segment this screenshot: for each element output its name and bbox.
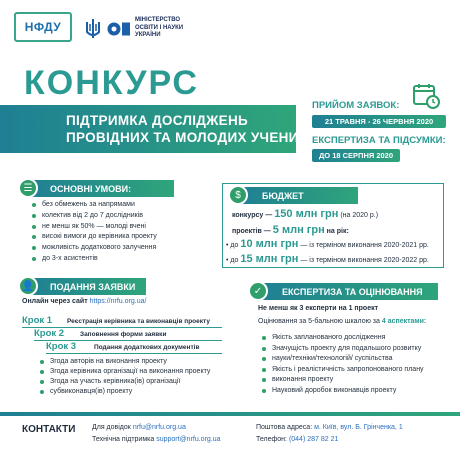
list-item: можливість додаткового залучення xyxy=(32,243,157,254)
list-icon: ☰ xyxy=(18,178,38,198)
accept-label: ПРИЙОМ ЗАЯВОК: xyxy=(312,100,400,111)
list-item: Якість і реалістичність запропонованого плану xyxy=(262,365,452,376)
list-item: субвиконавця(ів) проекту xyxy=(40,387,230,397)
expertise-header: ЕКСПЕРТИЗА ТА ОЦІНЮВАННЯ xyxy=(258,283,438,300)
phone-contact: Телефон: (044) 287 82 21 xyxy=(256,436,339,443)
budget-header: БЮДЖЕТ xyxy=(238,187,358,204)
application-header: ПОДАННЯ ЗАЯВКИ xyxy=(26,278,146,295)
expertise-criteria-list xyxy=(262,333,452,396)
scoring-rule: Оцінювання за 5-бальною шкалою за 4 аспектами: xyxy=(258,318,427,325)
banner-text: ПІДТРИМКА ДОСЛІДЖЕНЬ ПРОВІДНИХ ТА МОЛОДИХ УЧЕНИХ xyxy=(66,113,308,145)
step-3-label: Крок 3 xyxy=(46,341,77,352)
step-2-desc: Заповнення форми заявки xyxy=(80,331,167,338)
budget-contest: конкурсу — 150 млн грн (на 2020 р.) xyxy=(232,208,379,220)
list-item: Науковий доробок виконавців проекту xyxy=(262,386,452,397)
support-email-link[interactable]: support@nrfu.org.ua xyxy=(156,436,221,443)
accept-dates: 21 ТРАВНЯ - 26 ЧЕРВНЯ 2020 xyxy=(312,115,446,128)
conditions-header: ОСНОВНІ УМОВИ: xyxy=(26,180,174,197)
list-item: науки/техніки/технологій/ суспільства xyxy=(262,354,452,365)
reference-email-link[interactable]: nrfu@nrfu.org.ua xyxy=(132,424,186,431)
list-item: колектив від 2 до 7 дослідників xyxy=(32,211,157,222)
step-2-label: Крок 2 xyxy=(34,328,65,339)
calendar-icon xyxy=(412,82,440,110)
list-item: Якість запланованого дослідження xyxy=(262,333,452,344)
budget-line-1: • до 10 млн грн — із терміном виконання 2020-2021 рр. xyxy=(226,238,429,250)
list-item: не менш як 50% — молоді вчені xyxy=(32,222,157,233)
step-3-desc: Подання додаткових документів xyxy=(94,344,200,351)
expertise-label: ЕКСПЕРТИЗА ТА ПІДСУМКИ: xyxy=(312,135,446,146)
step-divider xyxy=(46,353,222,354)
application-docs-list xyxy=(40,357,230,397)
step-1-label: Крок 1 xyxy=(22,315,53,326)
trident-icon xyxy=(85,18,101,40)
step-1-desc: Реєстрація керівника та виконавців проекту xyxy=(67,318,210,325)
reference-contact: Для довідок nrfu@nrfu.org.ua xyxy=(92,424,186,431)
online-submission: Онлайн через сайт https://nrfu.org.ua/ xyxy=(22,298,147,305)
list-item: високі вимоги до керівника проекту xyxy=(32,232,157,243)
conditions-list xyxy=(32,200,157,265)
list-item: Значущість проекту для подальшого розвитку xyxy=(262,344,452,355)
ministry-name: МІНІСТЕРСТВО ОСВІТИ І НАУКИ УКРАЇНИ xyxy=(135,17,184,38)
checklist-icon: ✓ xyxy=(248,281,268,301)
site-link[interactable]: https://nrfu.org.ua/ xyxy=(89,298,147,305)
contacts-title: КОНТАКТИ xyxy=(22,424,76,435)
support-contact: Технічна підтримка support@nrfu.org.ua xyxy=(92,436,221,443)
nfdu-logo: НФДУ xyxy=(14,12,72,42)
list-item: без обмежень за напрямами xyxy=(32,200,157,211)
list-item: Згода на участь керівника(ів) організації xyxy=(40,377,230,387)
person-icon: 👤 xyxy=(18,276,38,296)
list-item: Згода керівника організації на виконання проекту xyxy=(40,367,230,377)
expertise-dates: ДО 18 СЕРПНЯ 2020 xyxy=(312,149,400,162)
postal-address: Поштова адреса: м. Київ, вул. Б. Грінченка, 1 xyxy=(256,424,403,431)
footer-divider xyxy=(0,412,460,416)
list-item: Згода авторів на виконання проекту xyxy=(40,357,230,367)
page-title: КОНКУРС xyxy=(24,64,199,102)
money-icon: $ xyxy=(228,185,248,205)
experts-count: Не менш як 3 експерти на 1 проект xyxy=(258,305,379,312)
list-item: до 3-х асистентів xyxy=(32,254,157,265)
budget-line-2: • до 15 млн грн — із терміном виконання 2020-2022 рр. xyxy=(226,253,429,265)
list-item: виконання проекту xyxy=(262,375,452,386)
ministry-logo-icon xyxy=(107,18,131,40)
budget-project: проектів — 5 млн грн на рік: xyxy=(232,224,349,236)
